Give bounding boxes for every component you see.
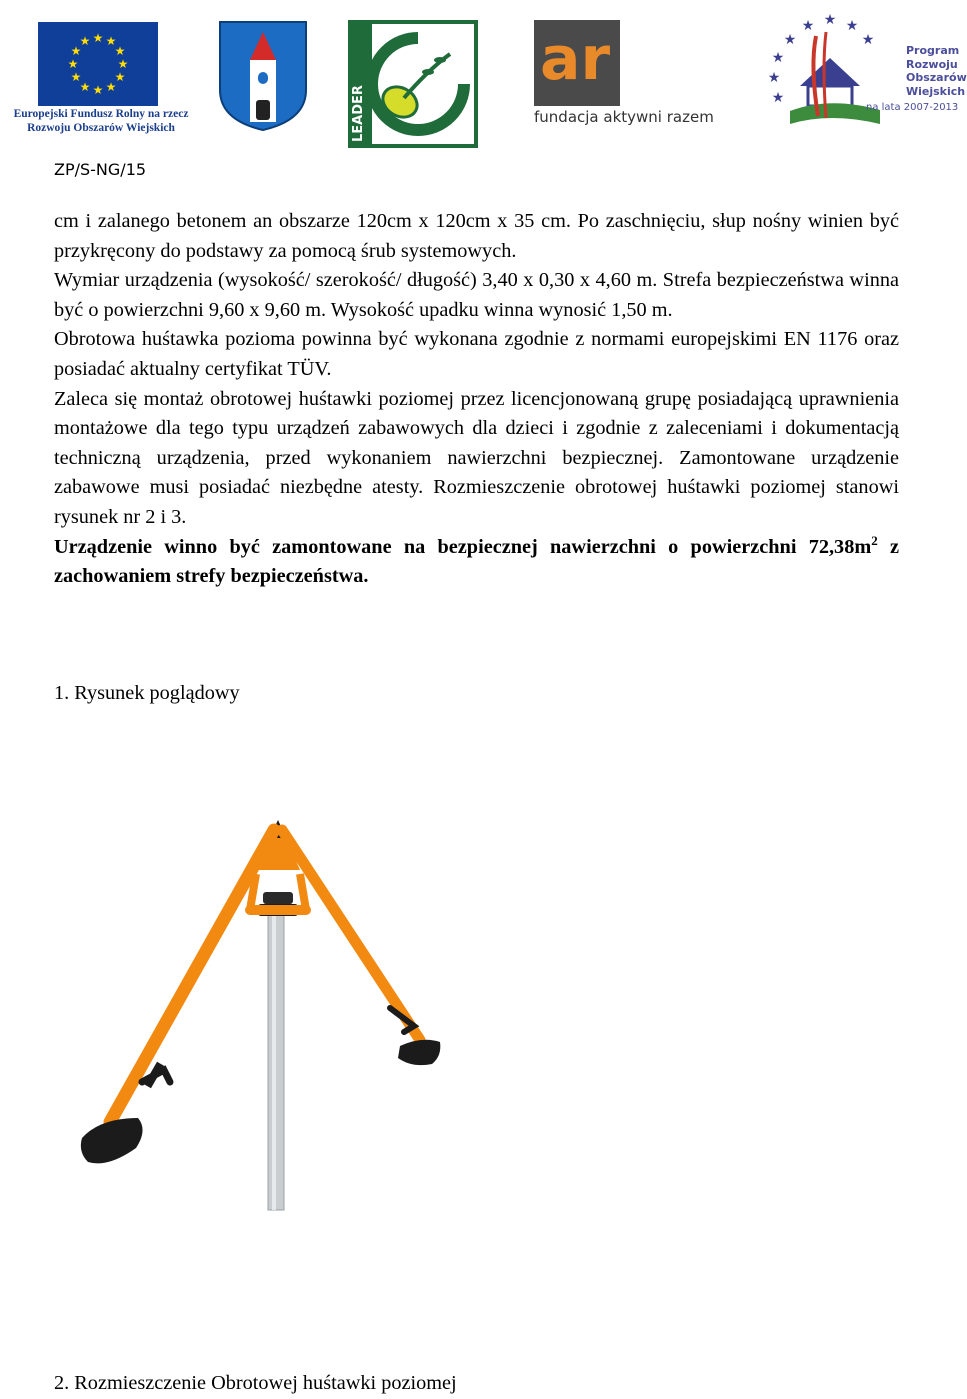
svg-text:★: ★: [771, 91, 785, 106]
right-arm: [282, 830, 420, 1040]
svg-text:★: ★: [92, 31, 104, 45]
svg-text:★: ★: [823, 13, 837, 28]
leader-flower-icon: [348, 20, 478, 148]
surface-text: Urządzenie winno być zamontowane na bezpiecznej nawierzchni o powierzchni 72,38m: [54, 535, 872, 558]
eu-caption-line1: Europejski Fundusz Rolny na rzecz: [13, 108, 189, 120]
eu-stars-icon: [38, 22, 158, 106]
svg-text:★: ★: [67, 57, 79, 71]
svg-text:★: ★: [117, 57, 129, 71]
svg-text:★: ★: [783, 33, 797, 48]
tower-crest-icon: [218, 20, 308, 132]
svg-text:★: ★: [114, 70, 126, 84]
paragraph-installation: Zaleca się montaż obrotowej huśtawki poziomej przez licencjonowaną grupę posiadającą uprawnienia montażowe dla tego typu urządzeń zabawowych dla dzieci i zgodnie z zaleceniami i dokumentacją techniczną urządzenia, przed wykonaniem nawierzchni bezpiecznej. Zamontowane urządzenie zabawowe musi posiadać niezbędne atesty. Rozmieszczenie obrotowej huśtawki poziomej stanowi rysunek nr 2 i 3.: [54, 387, 899, 528]
fundacja-ar-logo: [534, 20, 724, 130]
ar-box: [534, 20, 620, 106]
paragraph-surface-requirement: [54, 533, 899, 592]
left-arm: [110, 830, 274, 1122]
surface-text-end: z zachowaniem strefy bezpieczeństwa.: [54, 535, 899, 588]
svg-text:★: ★: [92, 83, 104, 97]
eu-flag-logo: [38, 22, 158, 106]
svg-text:★: ★: [845, 19, 859, 34]
paragraph-foundation: cm i zalanego betonem an obszarze 120cm x 120cm x 35 cm. Po zaschnięciu, słup nośny winien być przykręcony do podstawy za pomocą śrub systemowych.: [54, 210, 899, 262]
squared-superscript: 2: [871, 532, 878, 548]
svg-text:★: ★: [79, 34, 91, 48]
leader-logo: [348, 20, 478, 148]
eu-fund-caption: [6, 107, 196, 135]
svg-text:★: ★: [771, 51, 785, 66]
svg-text:★: ★: [70, 44, 82, 58]
coat-of-arms-logo: [218, 20, 308, 132]
paragraph-dimensions: Wymiar urządzenia (wysokość/ szerokość/ długość) 3,40 x 0,30 x 4,60 m. Strefa bezpieczeństwa winna być o powierzchni 9,60 x 9,60 m. Wysokość upadku winna wynosić 1,50 m.: [54, 269, 899, 321]
prow-line-1: Program: [906, 44, 960, 57]
leader-vertical-text: LEADER: [351, 85, 366, 142]
figure-caption-1: 1. Rysunek poglądowy: [54, 682, 240, 704]
right-seat: [398, 1040, 440, 1065]
left-seat: [81, 1118, 143, 1163]
prow-line-3: Obszarów: [906, 71, 967, 84]
rotating-swing-illustration: [60, 800, 480, 1240]
svg-text:★: ★: [70, 70, 82, 84]
prow-line-4: Wiejskich: [906, 84, 966, 98]
prow-name: [906, 44, 967, 98]
svg-text:★: ★: [105, 80, 117, 94]
swing-drawing: [60, 800, 480, 1240]
figure-caption-2: 2. Rozmieszczenie Obrotowej huśtawki poziomej: [54, 1372, 457, 1394]
svg-text:★: ★: [801, 19, 815, 34]
document-body: [54, 207, 899, 592]
eu-caption-line2: Rozwoju Obszarów Wiejskich: [27, 122, 175, 134]
ar-caption: fundacja aktywni razem: [534, 108, 714, 126]
document-id: ZP/S-NG/15: [54, 160, 147, 179]
prow-logo: [760, 6, 967, 131]
prow-line-2: Rozwoju: [906, 57, 958, 71]
svg-text:★: ★: [79, 80, 91, 94]
ar-letters: ar: [540, 24, 611, 94]
svg-text:★: ★: [767, 71, 781, 86]
svg-text:★: ★: [861, 33, 875, 48]
svg-text:★: ★: [114, 44, 126, 58]
prow-years: na lata 2007-2013: [866, 102, 959, 113]
svg-text:★: ★: [105, 34, 117, 48]
paragraph-norms: Obrotowa huśtawka pozioma powinna być wykonana zgodnie z normami europejskimi EN 1176 oraz posiadać aktualny certyfikat TÜV.: [54, 328, 899, 380]
